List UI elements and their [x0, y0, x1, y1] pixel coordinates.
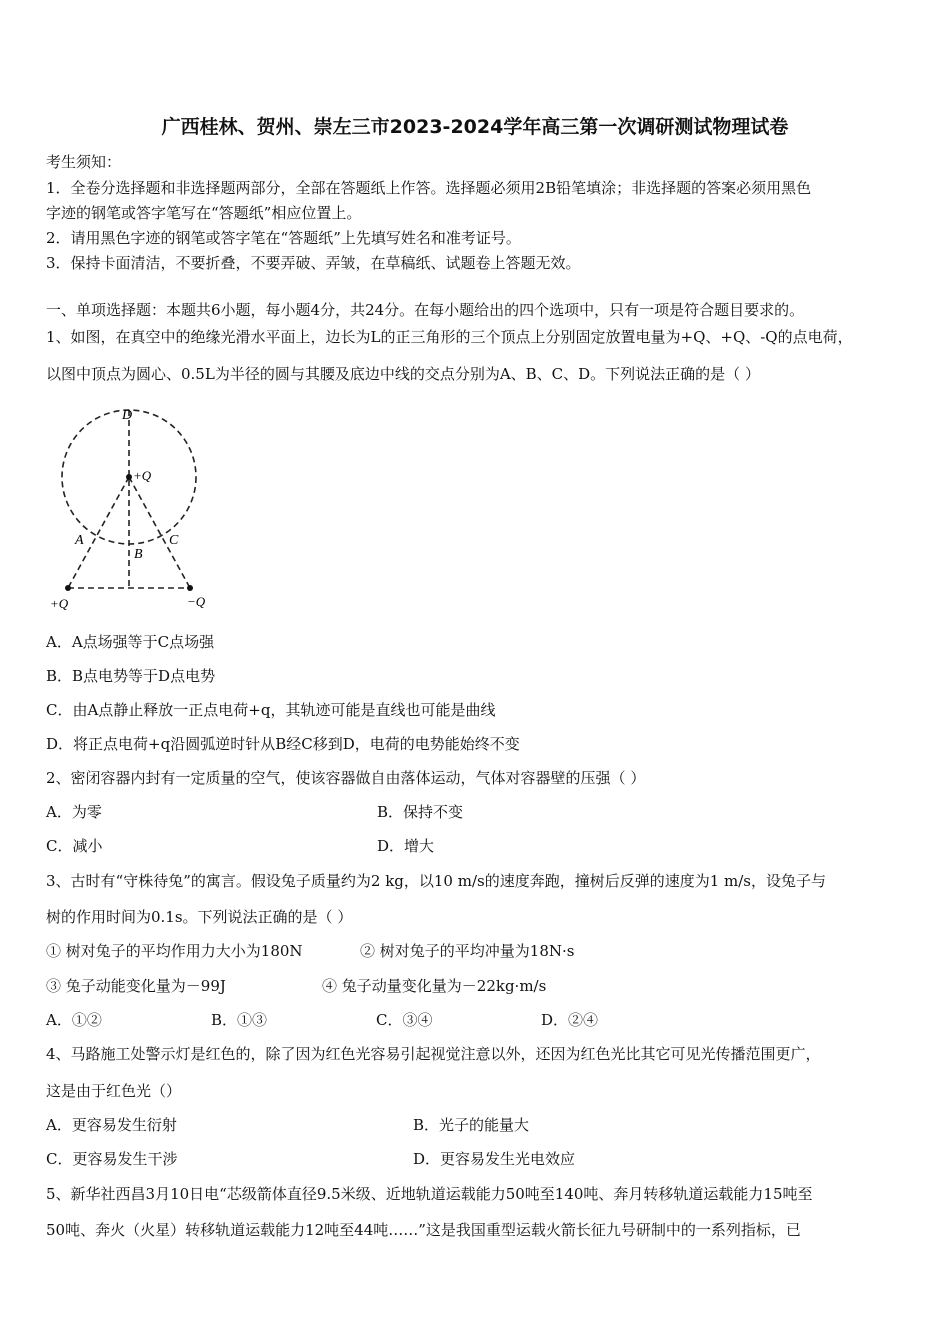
- section-heading: 一、单项选择题：本题共6小题，每小题4分，共24分。在每小题给出的四个选项中，只有一项是符合题目要求的。: [46, 301, 805, 319]
- charge-right: [187, 585, 193, 591]
- notice-heading: 考生须知：: [46, 153, 122, 171]
- q3-statement-3: ③ 兔子动能变化量为－99J: [46, 977, 226, 995]
- q4-option-a: A．更容易发生衍射: [46, 1116, 177, 1134]
- notice-item: 1．全卷分选择题和非选择题两部分，全部在答题纸上作答。选择题必须用2B铅笔填涂；非选择题的答案必须用黑色: [46, 179, 812, 197]
- q4-option-d: D．更容易发生光电效应: [413, 1150, 576, 1168]
- q3-option-d: D．②④: [541, 1011, 599, 1029]
- label-A: A: [75, 533, 84, 548]
- q3-option-c: C．③④: [376, 1011, 433, 1029]
- q3-statement-2: ② 树对兔子的平均冲量为18N·s: [360, 942, 575, 960]
- notice-item: 2．请用黑色字迹的钢笔或答字笔在“答题纸”上先填写姓名和准考证号。: [46, 229, 521, 247]
- q4-stem: 4、马路施工处警示灯是红色的，除了因为红色光容易引起视觉注意以外，还因为红色光比其它可见光传播范围更广，: [46, 1045, 821, 1063]
- q2-stem: 2、密闭容器内封有一定质量的空气，使该容器做自由落体运动，气体对容器壁的压强（ ）: [46, 769, 646, 787]
- q4-stem: 这是由于红色光（）: [46, 1082, 182, 1100]
- q3-option-a: A．①②: [46, 1011, 102, 1029]
- q4-option-b: B．光子的能量大: [413, 1116, 530, 1134]
- label-right-charge: −Q: [187, 594, 206, 609]
- q3-statement-1: ① 树对兔子的平均作用力大小为180N: [46, 942, 303, 960]
- q2-option-b: B．保持不变: [377, 803, 464, 821]
- q4-option-c: C．更容易发生干涉: [46, 1150, 178, 1168]
- q1-stem: 1、如图，在真空中的绝缘光滑水平面上，边长为L的正三角形的三个顶点上分别固定放置电量为+Q、+Q、-Q的点电荷，: [46, 328, 853, 346]
- q5-stem: 50吨、奔火（火星）转移轨道运载能力12吨至44吨……”这是我国重型运载火箭长征九号研制中的一系列指标，已: [46, 1221, 801, 1239]
- label-left-charge: +Q: [50, 596, 69, 611]
- label-top-charge: +Q: [133, 468, 152, 483]
- q3-option-b: B．①③: [211, 1011, 268, 1029]
- charge-left: [65, 585, 71, 591]
- label-D: D: [122, 408, 133, 423]
- q3-stem: 树的作用时间为0.1s。下列说法正确的是（ ）: [46, 908, 353, 926]
- q5-stem: 5、新华社西昌3月10日电“芯级箭体直径9.5米级、近地轨道运载能力50吨至140吨、奔月转移轨道运载能力15吨至: [46, 1185, 813, 1203]
- q1-figure: [40, 400, 270, 615]
- notice-item: 字迹的钢笔或答字笔写在“答题纸”相应位置上。: [46, 204, 362, 222]
- q3-stem: 3、古时有“守株待兔”的寓言。假设兔子质量约为2 kg，以10 m/s的速度奔跑，撞树后反弹的速度为1 m/s，设兔子与: [46, 872, 827, 890]
- charge-top: [126, 474, 132, 480]
- right-side: [129, 477, 190, 588]
- q2-option-d: D．增大: [377, 837, 435, 855]
- notice-item: 3．保持卡面清洁，不要折叠，不要弄破、弄皱，在草稿纸、试题卷上答题无效。: [46, 254, 581, 272]
- q1-stem: 以图中顶点为圆心、0.5L为半径的圆与其腰及底边中线的交点分别为A、B、C、D。下列说法正确的是（ ）: [46, 365, 760, 383]
- q3-statement-4: ④ 兔子动量变化量为－22kg·m/s: [322, 977, 547, 995]
- q2-option-a: A．为零: [46, 803, 102, 821]
- q1-option-a: A．A点场强等于C点场强: [46, 633, 215, 651]
- label-C: C: [169, 533, 179, 548]
- q2-option-c: C．减小: [46, 837, 103, 855]
- q1-option-b: B．B点电势等于D点电势: [46, 667, 216, 685]
- label-B: B: [134, 547, 143, 562]
- q1-option-c: C．由A点静止释放一正点电荷+q，其轨迹可能是直线也可能是曲线: [46, 701, 496, 719]
- page-title: 广西桂林、贺州、崇左三市2023-2024学年高三第一次调研测试物理试卷: [161, 116, 789, 138]
- q1-option-d: D．将正点电荷+q沿圆弧逆时针从B经C移到D，电荷的电势能始终不变: [46, 735, 520, 753]
